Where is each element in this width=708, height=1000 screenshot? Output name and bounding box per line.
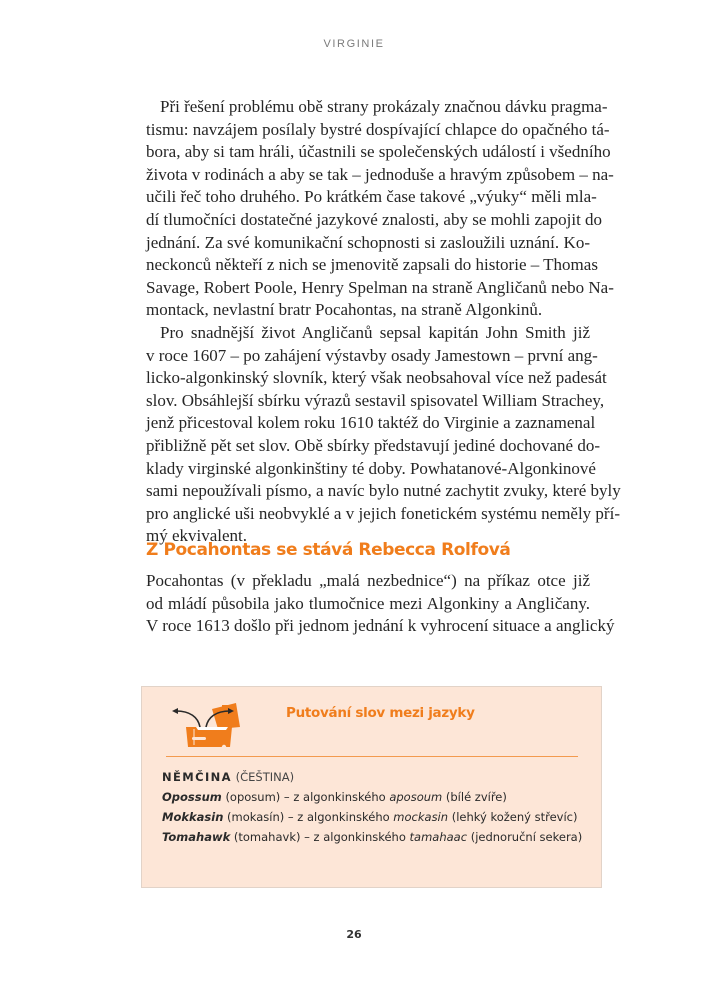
word-list bbox=[162, 767, 582, 847]
text-line: pro anglické uši neobvyklé a v jejich fonetickém systému neměly pří- bbox=[146, 503, 620, 523]
paragraph-1 bbox=[146, 96, 614, 322]
list-item bbox=[162, 827, 582, 847]
text-line: V roce 1613 došlo při jednom jednání k vyhrocení situace a anglický bbox=[146, 616, 615, 636]
text-line: montack, nevlastní bratr Pocahontas, na straně Algonkinů. bbox=[146, 300, 543, 320]
text-line: neckonců někteří z nich se jmenovitě zapsali do historie – Thomas bbox=[146, 255, 598, 275]
text-line: života v rodinách a aby se tak – jednoduše a hravým způsobem – na- bbox=[146, 164, 614, 184]
text-line: od mládí působila jako tlumočnice mezi Algonkiny a Angličany. bbox=[146, 593, 590, 613]
text-line: dí tlumočníci dostatečné jazykové znalosti, aby se mohli zapojit do bbox=[146, 209, 603, 229]
text-line: mý ekvivalent. bbox=[146, 526, 248, 546]
text-line: bora, aby si tam hráli, účastnili se společenských událostí i všedního bbox=[146, 142, 611, 162]
paragraph-3 bbox=[146, 570, 615, 638]
language-translation: (ČEŠTINA) bbox=[235, 770, 295, 784]
text-line: Při řešení problému obě strany prokázaly značnou dávku pragma- bbox=[160, 97, 608, 116]
term: Tomahawk bbox=[162, 830, 231, 844]
meaning: (jednoruční sekera) bbox=[467, 830, 583, 844]
text-line: jenž přicestoval kolem roku 1610 taktéž do Virginie a zaznamenal bbox=[146, 413, 596, 433]
list-item bbox=[162, 787, 582, 807]
text-line: přibližně pět set slov. Obě sbírky představují jediné dochované do- bbox=[146, 435, 601, 455]
czech-form: (oposum) bbox=[225, 790, 281, 804]
list-item bbox=[162, 807, 582, 827]
box-title: Putování slov mezi jazyky bbox=[286, 705, 475, 721]
text-line: tismu: navzájem posílaly bystré dospívající chlapce do opačného tá- bbox=[146, 119, 610, 139]
box-divider bbox=[166, 756, 578, 757]
meaning: (bílé zvíře) bbox=[442, 790, 507, 804]
meaning: (lehký kožený střevíc) bbox=[448, 810, 578, 824]
connector: – z algonkinského bbox=[284, 810, 394, 824]
suitcase-with-arrows-icon bbox=[170, 699, 246, 751]
section-heading: Z Pocahontas se stává Rebecca Rolfová bbox=[146, 540, 511, 560]
paragraph-2 bbox=[146, 322, 621, 548]
czech-form: (mokasín) bbox=[227, 810, 285, 824]
text-line: učili řeč toho druhého. Po krátkém čase takové „výuky“ měli mla- bbox=[146, 187, 597, 207]
page-number: 26 bbox=[346, 928, 362, 941]
text-line: jednání. Za své komunikační schopnosti si zasloužili uznání. Ko- bbox=[146, 232, 590, 252]
text-line: sami nepoužívali písmo, a navíc bylo nutné zachytit zvuky, které byly bbox=[146, 481, 621, 501]
text-line: Savage, Robert Poole, Henry Spelman na straně Angličanů nebo Na- bbox=[146, 277, 614, 297]
language-name: NĚMČINA bbox=[162, 770, 232, 784]
origin-word: aposoum bbox=[389, 790, 443, 804]
term: Opossum bbox=[162, 790, 222, 804]
term: Mokkasin bbox=[162, 810, 224, 824]
section-body bbox=[146, 570, 615, 638]
text-line: licko-algonkinský slovník, který však neobsahoval více než padesát bbox=[146, 368, 607, 388]
connector: – z algonkinského bbox=[300, 830, 410, 844]
body-text bbox=[146, 96, 621, 548]
sidebar-box bbox=[141, 686, 602, 888]
running-head: VIRGINIE bbox=[323, 38, 385, 50]
text-line: v roce 1607 – po zahájení výstavby osady Jamestown – první ang- bbox=[146, 345, 598, 365]
text-line: Pocahontas (v překladu „malá nezbednice“) na příkaz otce již bbox=[146, 571, 590, 590]
text-line: Pro snadnější život Angličanů sepsal kapitán John Smith již bbox=[160, 322, 590, 342]
connector: – z algonkinského bbox=[280, 790, 390, 804]
language-header bbox=[162, 767, 582, 787]
origin-word: mockasin bbox=[393, 810, 449, 824]
text-line: klady virginské algonkinštiny té doby. Powhatanové-Algonkinové bbox=[146, 458, 596, 478]
czech-form: (tomahavk) bbox=[233, 830, 301, 844]
text-line: slov. Obsáhlejší sbírku výrazů sestavil spisovatel William Strachey, bbox=[146, 390, 605, 410]
origin-word: tamahaac bbox=[409, 830, 468, 844]
